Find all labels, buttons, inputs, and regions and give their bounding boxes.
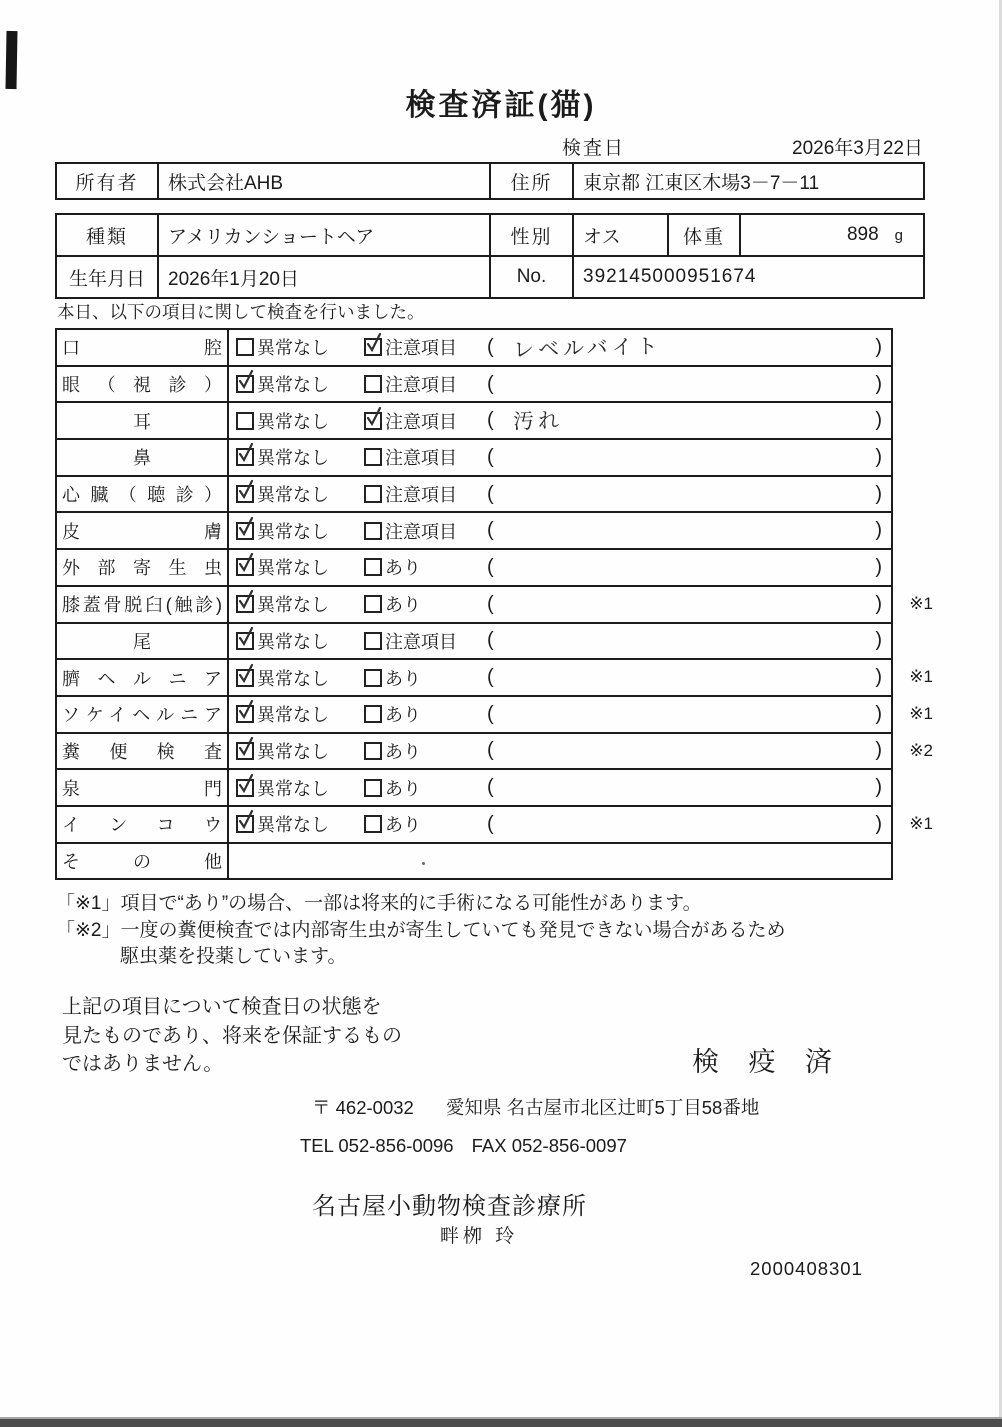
birth-label: 生年月日 <box>68 268 145 290</box>
table-row <box>57 548 891 585</box>
paren-close: ) <box>875 666 882 689</box>
inspection-rows <box>57 330 933 878</box>
item-label-cell <box>57 330 229 365</box>
option-attention-label: 注意項目 <box>385 448 457 469</box>
item-label: 口腔 <box>62 338 222 359</box>
paren-close: ) <box>875 519 882 542</box>
paren-open: ( <box>487 666 494 689</box>
paren-close: ) <box>875 592 882 615</box>
table-row <box>57 768 891 805</box>
checkbox-checked[interactable] <box>236 779 254 797</box>
item-label: ソケイヘルニア <box>62 705 222 726</box>
table-row <box>57 511 891 548</box>
reference-mark: ※1 <box>909 703 933 723</box>
table-row <box>57 805 933 842</box>
option-attention-label: あり <box>385 558 421 579</box>
option-normal <box>236 481 364 507</box>
option-attention <box>364 481 457 507</box>
paren-open: ( <box>487 776 494 799</box>
sex-value: オス <box>572 215 667 255</box>
option-normal <box>236 591 364 617</box>
pet-table-row-1 <box>57 215 923 255</box>
reference-mark: ※1 <box>909 593 933 613</box>
paren-open: ( <box>487 739 494 762</box>
checkbox-checked[interactable] <box>236 448 254 466</box>
scan-artifact-bottom <box>0 1419 1002 1427</box>
no-value: 392145000951674 <box>572 257 923 297</box>
checkbox-checked[interactable] <box>236 522 254 540</box>
item-result-cell <box>229 330 891 365</box>
exam-date-value: 2026年3月22日 <box>792 138 923 159</box>
paren-open: ( <box>487 409 494 432</box>
paren-open: ( <box>487 629 494 652</box>
item-label: インコウ <box>62 815 222 836</box>
clinic-address-line <box>312 1094 759 1120</box>
pet-table <box>55 213 925 299</box>
option-normal <box>236 371 364 397</box>
table-row <box>57 622 891 659</box>
table-row <box>57 695 933 732</box>
option-normal-label: 異常なし <box>257 411 329 432</box>
item-result-cell <box>229 477 891 512</box>
item-result-cell <box>229 550 891 585</box>
option-attention <box>364 811 421 837</box>
clinic-postal-code: 〒 462-0032 <box>312 1097 414 1118</box>
option-attention-label: 注意項目 <box>385 411 457 432</box>
weight-value-cell <box>739 215 923 255</box>
item-result-cell <box>229 513 891 548</box>
paren-open: ( <box>487 555 494 578</box>
paren-close: ) <box>875 409 882 432</box>
handwritten-note: レベルバイト <box>512 335 662 362</box>
checkbox-unchecked[interactable] <box>364 742 382 760</box>
paren-close: ) <box>875 445 882 468</box>
checkbox-checked[interactable] <box>236 375 254 393</box>
table-row <box>57 475 891 512</box>
checkbox-unchecked[interactable] <box>364 522 382 540</box>
paren-close: ) <box>875 482 882 505</box>
option-normal <box>236 738 364 764</box>
table-row <box>57 401 891 438</box>
reference-mark: ※1 <box>909 813 933 833</box>
paren-close: ) <box>875 555 882 578</box>
paren-close: ) <box>875 739 882 762</box>
option-attention-label: 注意項目 <box>385 338 457 359</box>
table-row <box>57 658 933 695</box>
option-attention <box>364 665 421 691</box>
checkbox-unchecked[interactable] <box>364 705 382 723</box>
item-result-cell <box>229 660 933 695</box>
checkbox-checked[interactable] <box>364 338 382 356</box>
table-row <box>57 438 891 475</box>
option-attention-label: 注意項目 <box>385 375 457 396</box>
option-attention <box>364 591 421 617</box>
option-normal <box>236 554 364 580</box>
option-attention-label: 注意項目 <box>385 485 457 506</box>
owner-label: 所有者 <box>75 172 139 194</box>
item-label-cell <box>57 367 229 402</box>
option-attention <box>364 371 457 397</box>
checkbox-unchecked[interactable] <box>364 595 382 613</box>
option-normal-label: 異常なし <box>257 485 329 506</box>
paren-open: ( <box>487 702 494 725</box>
birth-value: 2026年1月20日 <box>157 257 489 297</box>
option-normal-label: 異常なし <box>257 338 329 359</box>
item-label-cell <box>57 403 229 438</box>
option-normal <box>236 628 364 654</box>
option-attention-label: あり <box>385 741 421 762</box>
weight-label: 体重 <box>667 215 739 255</box>
item-label: 外部寄生虫 <box>62 558 222 579</box>
disclaimer-line-2: 見たものであり、将来を保証するもの <box>62 1024 402 1047</box>
option-attention-label: あり <box>385 778 421 799</box>
option-normal-label: 異常なし <box>257 558 329 579</box>
checkbox-unchecked[interactable] <box>236 412 254 430</box>
item-label: 泉門 <box>62 778 222 799</box>
checkbox-checked[interactable] <box>236 742 254 760</box>
checkbox-unchecked[interactable] <box>364 558 382 576</box>
item-result-cell <box>229 403 891 438</box>
option-attention <box>364 701 421 727</box>
checkbox-unchecked[interactable] <box>364 779 382 797</box>
option-attention <box>364 518 457 544</box>
checkbox-unchecked[interactable] <box>236 338 254 356</box>
item-result-cell <box>229 587 933 622</box>
option-normal <box>236 665 364 691</box>
option-attention <box>364 554 421 580</box>
item-label: 皮膚 <box>62 521 222 542</box>
item-label-cell <box>57 440 229 475</box>
option-normal-label: 異常なし <box>257 631 329 652</box>
page-title: 検査済証(猫) <box>405 89 597 122</box>
option-normal <box>236 408 364 434</box>
checkbox-checked[interactable] <box>236 705 254 723</box>
item-label-cell <box>57 807 229 842</box>
item-label: 眼 （ 視 診 ） <box>62 375 222 396</box>
item-label-cell <box>57 660 229 695</box>
table-row <box>57 365 891 402</box>
item-result-cell <box>229 734 933 769</box>
item-label: 心 臓 （ 聴 診 ） <box>62 485 222 506</box>
item-result-cell <box>229 440 891 475</box>
item-label: 糞便検査 <box>62 741 222 762</box>
checkbox-unchecked[interactable] <box>364 485 382 503</box>
option-attention <box>364 775 421 801</box>
option-attention <box>364 628 457 654</box>
breed-value: アメリカンショートヘア <box>157 215 489 255</box>
option-normal-label: 異常なし <box>257 741 329 762</box>
quarantine-passed-stamp: 検 疫 済 <box>692 1047 844 1077</box>
paren-open: ( <box>487 335 494 358</box>
breed-label: 種類 <box>85 226 128 248</box>
paren-close: ) <box>875 629 882 652</box>
sex-label: 性別 <box>489 215 572 255</box>
option-attention-label: あり <box>385 668 421 689</box>
item-result-cell <box>229 697 933 732</box>
item-label: 尾 <box>133 631 151 652</box>
paren-close: ) <box>875 812 882 835</box>
item-label-cell <box>57 550 229 585</box>
address-value: 東京都 江東区木場3－7－11 <box>572 164 923 198</box>
checkbox-unchecked[interactable] <box>364 669 382 687</box>
checkbox-unchecked[interactable] <box>364 632 382 650</box>
checkbox-checked[interactable] <box>236 485 254 503</box>
paren-open: ( <box>487 519 494 542</box>
disclaimer-line-1: 上記の項目について検査日の状態を <box>62 996 382 1018</box>
item-result-cell <box>229 770 891 805</box>
table-row <box>57 585 933 622</box>
disclaimer-line-3: ではありません。 <box>62 1053 224 1075</box>
option-attention-label: あり <box>385 705 421 726</box>
clinic-address: 愛知県 名古屋市北区辻町5丁目58番地 <box>445 1097 760 1118</box>
exam-date-label: 検査日 <box>562 138 626 159</box>
veterinarian-name: 畔栁 玲 <box>440 1226 519 1247</box>
item-label: 膝蓋骨脱臼(触診) <box>62 595 222 616</box>
item-label-cell <box>57 697 229 732</box>
scan-dot-artifact <box>422 862 425 865</box>
clinic-tel: TEL 052-856-0096 <box>300 1135 454 1156</box>
intro-sentence: 本日、以下の項目に関して検査を行いました。 <box>57 302 425 322</box>
owner-table <box>55 162 925 200</box>
item-result-cell <box>229 624 891 659</box>
footnote-1: 「※1」項目で“あり”の場合、一部は将来的に手術になる可能性があります。 <box>56 893 702 914</box>
checkbox-checked[interactable] <box>364 412 382 430</box>
option-normal-label: 異常なし <box>257 375 329 396</box>
item-label-cell <box>57 513 229 548</box>
reference-mark: ※2 <box>909 740 933 760</box>
item-label-cell <box>57 770 229 805</box>
paren-open: ( <box>487 372 494 395</box>
checkbox-checked[interactable] <box>236 815 254 833</box>
option-normal-label: 異常なし <box>257 595 329 616</box>
footnote-2: 「※2」一度の糞便検査では内部寄生虫が寄生していても発見できない場合があるため <box>56 920 786 941</box>
option-attention-label: あり <box>385 815 421 836</box>
checkbox-checked[interactable] <box>236 558 254 576</box>
option-normal <box>236 444 364 470</box>
checkbox-checked[interactable] <box>236 595 254 613</box>
option-normal <box>236 811 364 837</box>
paren-close: ) <box>875 776 882 799</box>
disclaimer-text <box>62 993 402 1079</box>
owner-value: 株式会社AHB <box>157 164 489 198</box>
option-attention <box>364 408 457 434</box>
option-attention <box>364 738 421 764</box>
option-attention-label: 注意項目 <box>385 521 457 542</box>
clinic-fax: FAX 052-856-0097 <box>471 1135 627 1156</box>
clinic-phone-line <box>300 1135 627 1157</box>
checkbox-unchecked[interactable] <box>364 375 382 393</box>
option-attention <box>364 444 457 470</box>
weight-unit: g <box>894 226 903 244</box>
inspection-table <box>55 328 933 880</box>
table-row <box>57 732 933 769</box>
item-label: 鼻 <box>133 448 151 469</box>
paren-close: ) <box>875 335 882 358</box>
checkbox-unchecked[interactable] <box>364 448 382 466</box>
option-normal-label: 異常なし <box>257 705 329 726</box>
option-normal <box>236 775 364 801</box>
table-row <box>57 842 891 879</box>
paren-close: ) <box>875 702 882 725</box>
item-label: 耳 <box>133 411 151 432</box>
reference-mark: ※1 <box>909 667 933 687</box>
option-normal <box>236 334 364 360</box>
item-label-cell <box>57 587 229 622</box>
item-label: その他 <box>62 851 222 872</box>
option-attention <box>364 334 457 360</box>
option-normal <box>236 701 364 727</box>
option-normal-label: 異常なし <box>257 778 329 799</box>
paren-open: ( <box>487 482 494 505</box>
paren-open: ( <box>487 445 494 468</box>
clinic-name: 名古屋小動物検査診療所 <box>312 1193 587 1220</box>
checkbox-checked[interactable] <box>236 632 254 650</box>
paren-close: ) <box>875 372 882 395</box>
item-label-cell <box>57 624 229 659</box>
option-normal-label: 異常なし <box>257 521 329 542</box>
pet-table-row-2 <box>57 255 923 297</box>
option-normal-label: 異常なし <box>257 448 329 469</box>
option-normal-label: 異常なし <box>257 815 329 836</box>
item-result-cell <box>229 367 891 402</box>
option-normal <box>236 518 364 544</box>
paren-open: ( <box>487 812 494 835</box>
paren-open: ( <box>487 592 494 615</box>
handwritten-note: 汚れ <box>512 409 564 435</box>
checkbox-unchecked[interactable] <box>364 815 382 833</box>
no-label: No. <box>489 257 572 297</box>
option-attention-label: 注意項目 <box>385 631 457 652</box>
serial-number: 2000408301 <box>750 1258 863 1279</box>
checkbox-checked[interactable] <box>236 669 254 687</box>
item-label: 臍ヘルニア <box>62 668 222 689</box>
item-label-cell <box>57 477 229 512</box>
item-result-cell <box>229 844 891 879</box>
item-result-cell <box>229 807 933 842</box>
weight-value: 898 <box>846 224 879 245</box>
item-label-cell <box>57 844 229 879</box>
address-label: 住所 <box>489 164 572 198</box>
option-normal-label: 異常なし <box>257 668 329 689</box>
footnote-2-continued: 駆虫薬を投薬しています。 <box>120 946 347 967</box>
item-label-cell <box>57 734 229 769</box>
option-attention-label: あり <box>385 595 421 616</box>
table-row <box>57 330 891 365</box>
